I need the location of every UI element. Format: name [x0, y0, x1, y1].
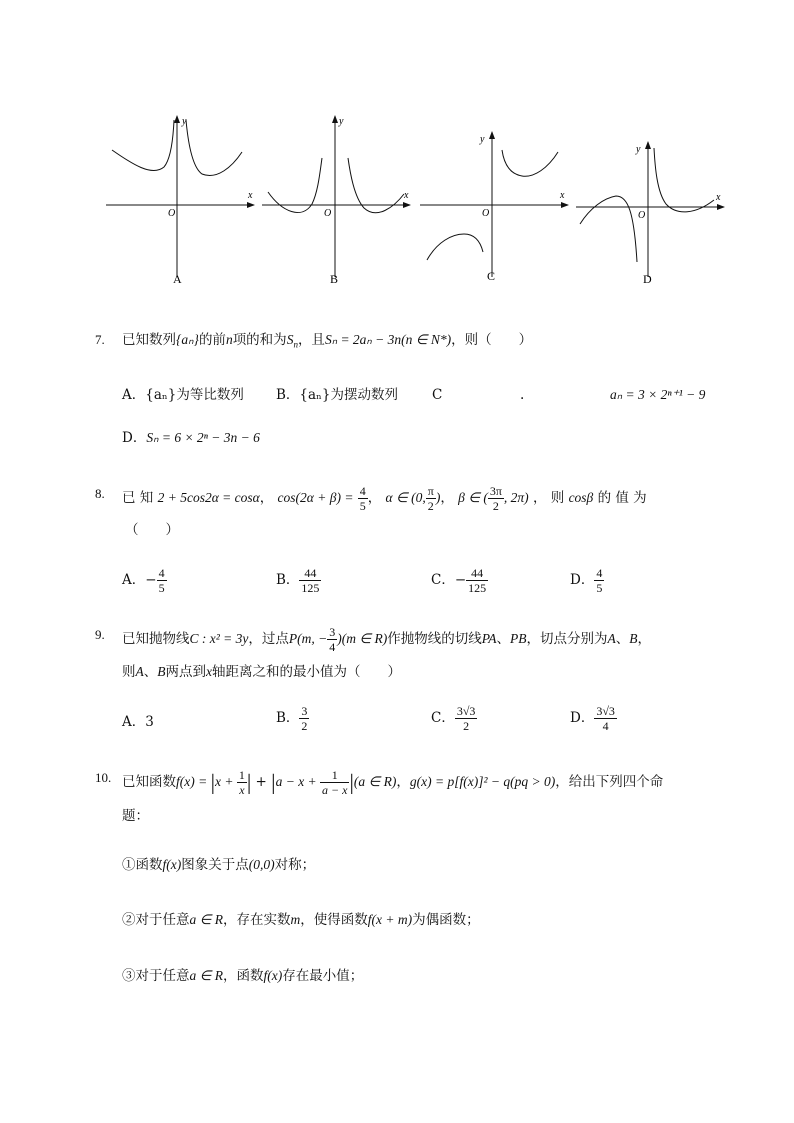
q9-option-b[interactable]: B． $\frac{3}{2}$ [276, 704, 308, 733]
q8-line2: （ ） [125, 522, 179, 538]
q10-stem: 已知函数f(x) = |x + $\frac{1}{x}$ | + |a − x + $\frac{1}{a - x}$ |(a ∈ R)，g(x) = p[f(x)]² − q(pq > 0)，给出下列四个命 [122, 768, 664, 797]
question-number: 7. [95, 332, 105, 347]
graph-c-y-label: y [480, 134, 485, 145]
graph-b [262, 116, 410, 286]
q10-line2: 题： [122, 808, 149, 824]
q9-frac: $\frac{3}{4}$ [329, 625, 336, 654]
graph-c [420, 132, 568, 283]
q7-option-c-formula: aₙ = 3 × 2ⁿ⁺¹ − 9 [610, 387, 706, 402]
q7-option-c[interactable]: C [432, 387, 443, 403]
graph-d-label: D [643, 272, 652, 286]
graphs-svg [102, 112, 732, 292]
q7-option-d[interactable]: D．Sₙ = 6 × 2ⁿ − 3n − 6 [122, 430, 260, 446]
q9-option-d[interactable]: D． $\frac{3√3}{4}$ [570, 704, 615, 733]
q7-option-b[interactable]: B．{aₙ}为摆动数列 [276, 387, 398, 403]
q8-option-d[interactable]: D． $\frac{4}{5}$ [570, 566, 603, 595]
q7-formula: Sₙ = 2aₙ − 3n(n ∈ N*) [324, 332, 452, 347]
graph-d-y-label: y [636, 144, 641, 155]
q10-statement-1: ①函数f(x)图象关于点(0,0)对称； [122, 857, 316, 873]
q9-stem: 已知抛物线C : x² = 3y，过点P(m, − $\frac{3}{4}$ )(m ∈ R)作抛物线的切线PA、PB，切点分别为A、B， [122, 625, 652, 654]
graph-a-x-label: x [248, 190, 253, 201]
q8-option-a[interactable]: A．− $\frac{4}{5}$ [122, 566, 165, 595]
q8-stem: 已 知 2 + 5cos2α = cosα， cos(2α + β) = $\frac{4}{5}$ ， α ∈ (0, $\frac{\pi}{2}$ )， β ∈ ( $\frac{3\pi}{2}$ , 2π) ， 则 cosβ 的 值 为 [122, 484, 647, 513]
graph-a-origin: O [168, 208, 176, 219]
q7-seq: {aₙ} [176, 332, 199, 347]
question-8 [95, 484, 647, 513]
question-7 [95, 330, 532, 355]
q7-stem: 已知数列{aₙ}的前n项的和为$S_n$，且Sₙ = 2aₙ − 3n(n ∈ N*)，则（ ） [122, 332, 533, 350]
q7-option-a[interactable]: A．{aₙ}为等比数列 [122, 387, 244, 403]
graph-d-origin: O [638, 210, 646, 221]
q9-line2: 则A、B两点到x轴距离之和的最小值为（ ） [122, 664, 401, 680]
question-9 [95, 625, 651, 654]
graph-c-origin: O [482, 208, 490, 219]
question-number: 9. [95, 627, 105, 642]
q10-statement-3: ③对于任意a ∈ R，函数f(x)存在最小值； [122, 968, 364, 984]
q7-option-c-dot: . [520, 387, 525, 403]
graph-b-origin: O [324, 208, 332, 219]
q9-option-a[interactable]: A．3 [122, 714, 154, 730]
q8-option-c[interactable]: C．− $\frac{44}{125}$ [431, 566, 487, 595]
function-graphs [102, 112, 732, 292]
question-10 [95, 768, 663, 797]
graph-b-label: B [330, 272, 339, 286]
q7-option-d-formula: Sₙ = 6 × 2ⁿ − 3n − 6 [146, 430, 260, 445]
question-number: 10. [95, 770, 112, 785]
graph-c-x-label: x [560, 190, 565, 201]
graph-b-y-label: y [339, 116, 344, 127]
q9-option-c[interactable]: C． $\frac{3√3}{2}$ [431, 704, 476, 733]
graph-a [106, 116, 254, 286]
graph-c-label: C [487, 269, 496, 283]
q8-frac-1: $\frac{4}{5}$ [359, 484, 366, 513]
graph-a-label: A [173, 272, 182, 286]
q8-frac-3: $\frac{3\pi}{2}$ [489, 484, 502, 513]
q8-option-b[interactable]: B． $\frac{44}{125}$ [276, 566, 320, 595]
graph-d [576, 142, 724, 286]
question-number: 8. [95, 486, 105, 501]
q8-frac-2: $\frac{\pi}{2}$ [427, 484, 434, 513]
graph-d-x-label: x [716, 192, 721, 203]
graph-a-y-label: y [182, 116, 187, 127]
graph-b-x-label: x [404, 190, 409, 201]
q10-statement-2: ②对于任意a ∈ R，存在实数m，使得函数f(x + m)为偶函数； [122, 912, 480, 928]
